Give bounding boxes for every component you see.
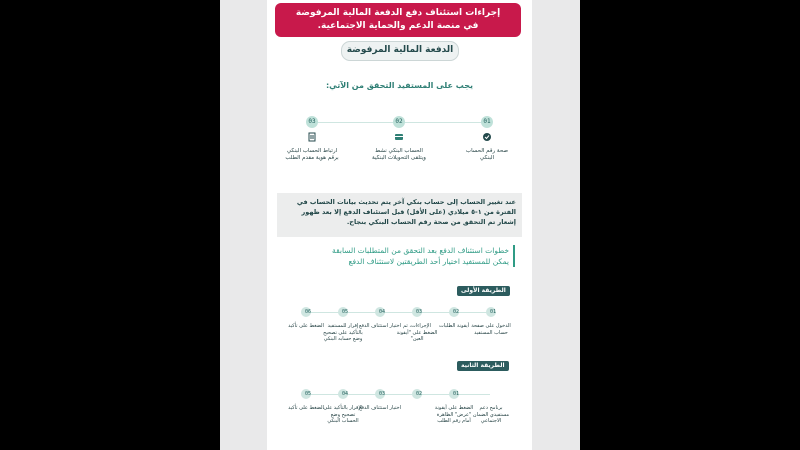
step-label: إقرار للمستفيد بالتأكيد على تصحيح وضع حسابه البنكي <box>323 323 363 342</box>
title-line-1: إجراءات استئناف دفع الدفعة المالية المرفوضة <box>295 8 501 18</box>
left-black-margin <box>0 0 220 450</box>
steps-heading-line-1: خطوات استئناف الدفع بعد التحقق من المتطلبات السابقة <box>332 246 509 255</box>
right-black-margin <box>580 0 800 450</box>
step-number: 02 <box>449 307 459 317</box>
method-2-label: الطريقة الثانية <box>457 361 509 371</box>
requirement-1 <box>460 116 514 162</box>
method-1-step-5 <box>322 307 364 343</box>
requirement-label: صحة رقم الحساب البنكي <box>465 148 509 161</box>
step-number: 03 <box>412 307 422 317</box>
method-2-step-4 <box>359 389 401 412</box>
infographic-page <box>267 0 532 450</box>
requirement-2 <box>372 116 426 162</box>
title-banner <box>275 3 521 37</box>
step-number: 04 <box>338 389 348 399</box>
step-label: الدخول على صفحة حساب المستفيد <box>471 323 511 336</box>
step-number: 05 <box>338 307 348 317</box>
step-label: اختيار استئناف الدفع <box>358 405 401 411</box>
steps-heading-line-2: يمكن للمستفيد اختيار أحد الطريقتين لاستئناف الدفع <box>348 257 509 266</box>
title-line-2: في منصة الدعم والحماية الاجتماعية. <box>317 21 479 31</box>
document-icon <box>307 132 317 142</box>
section-pill: الدفعة المالية المرفوضة <box>341 41 459 61</box>
method-2-step-3 <box>396 389 438 405</box>
method-1-step-3 <box>396 307 438 343</box>
step-label: الضغط على أيقونة "عرض" الظاهرة أمام رقم الطلب <box>434 405 474 424</box>
method-2-step-5 <box>322 389 364 425</box>
requirement-number: 01 <box>481 116 493 128</box>
step-number: 06 <box>301 307 311 317</box>
step-number: 02 <box>412 389 422 399</box>
method-2-step-2 <box>433 389 475 425</box>
step-label: الإجراءات، ثم الضغط على "أيقونة العين" <box>396 323 438 342</box>
step-label: اختيار استئناف الدفع <box>358 323 401 329</box>
step-number: 04 <box>375 307 385 317</box>
step-number: 03 <box>375 389 385 399</box>
right-gray-gutter <box>532 0 580 450</box>
method-1-step-1 <box>470 307 512 336</box>
step-number: 01 <box>449 389 459 399</box>
left-gray-gutter <box>220 0 267 450</box>
step-label: الضغط على تأكيد <box>288 405 324 411</box>
requirement-label: ارتباط الحساب البنكي برقم هوية مقدم الطلب <box>285 148 339 161</box>
step-label: أيقونة الطلبات <box>439 323 469 329</box>
step-number: 05 <box>301 389 311 399</box>
requirement-number: 02 <box>393 116 405 128</box>
method-2-step-1 <box>470 389 512 425</box>
notice-box: عند تغيير الحساب إلى حساب بنكي آخر يتم تحديث بيانات الحساب في الفترة من ١-٥ ميلادي (على الأقل) قبل استئناف الدفع إلا بعد ظهور إشعار تم التحقق من صحة رقم الحساب البنكي بنجاح. <box>277 193 522 237</box>
intro-text: يجب على المستفيد التحقق من الآتي: <box>325 81 474 90</box>
requirement-number: 03 <box>306 116 318 128</box>
method-1-step-2 <box>433 307 475 330</box>
steps-heading <box>289 245 515 267</box>
method-1-label: الطريقة الأولى <box>457 286 510 296</box>
step-label: برنامج دعم مستفيدي الضمان الاجتماعي <box>472 405 510 424</box>
requirement-label: الحساب البنكي نشط ويتلقى التحويلات البنكية <box>372 148 426 161</box>
check-circle-icon <box>482 132 492 142</box>
requirement-3 <box>285 116 339 162</box>
step-number: 01 <box>486 307 496 317</box>
card-icon <box>394 132 404 142</box>
method-1-step-6 <box>285 307 327 330</box>
method-1-step-4 <box>359 307 401 330</box>
method-2-step-6 <box>285 389 327 412</box>
step-label: الإقرار بالتأكيد على تصحيح وضع الحساب البنكي <box>323 405 363 424</box>
step-label: الضغط على تأكيد <box>288 323 324 329</box>
